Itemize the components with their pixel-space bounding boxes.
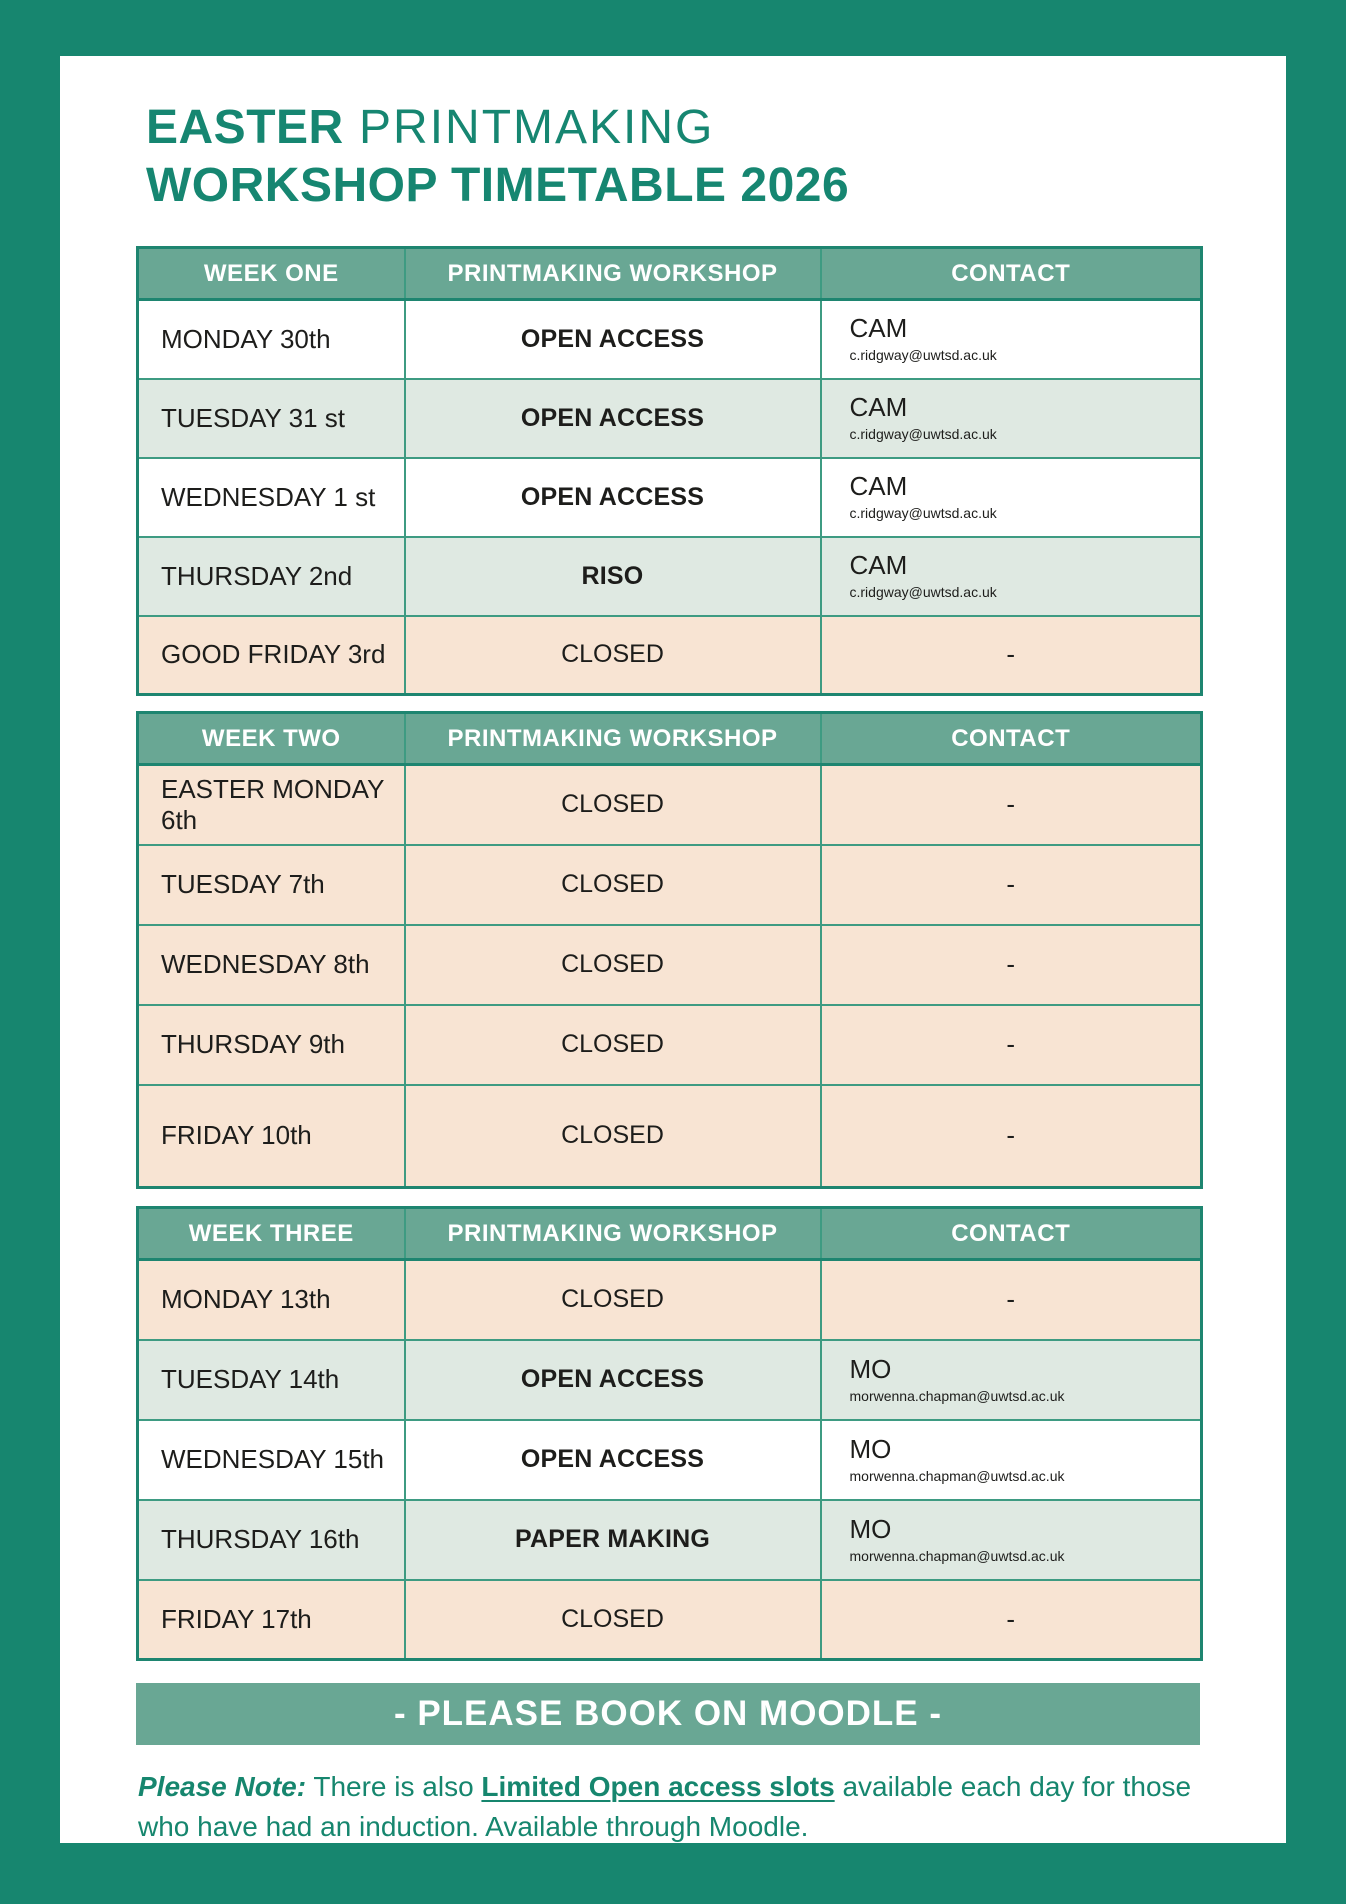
contact-column-header: CONTACT <box>821 248 1202 300</box>
contact-column-header: CONTACT <box>821 1208 1202 1260</box>
workshop-cell: OPEN ACCESS <box>405 300 821 379</box>
contact-cell: - <box>821 765 1202 845</box>
workshop-cell: PAPER MAKING <box>405 1500 821 1580</box>
week-three-header: WEEK THREE <box>138 1208 405 1260</box>
workshop-cell: OPEN ACCESS <box>405 1340 821 1420</box>
week-three-header-row <box>138 1208 1202 1260</box>
workshop-cell: CLOSED <box>405 1580 821 1660</box>
contact-name: MO <box>849 1433 892 1464</box>
contact-email: c.ridgway@uwtsd.ac.uk <box>849 347 997 364</box>
note-text-2: available each day for those who have had an induction. Available through Moodle. <box>138 1771 1192 1842</box>
day-cell: FRIDAY 10th <box>138 1085 405 1188</box>
contact-cell <box>821 1500 1202 1580</box>
contact-name: CAM <box>849 392 908 422</box>
table-row <box>138 845 1202 925</box>
day-cell: MONDAY 30th <box>138 300 405 379</box>
contact-email: morwenna.chapman@uwtsd.ac.uk <box>849 1387 1065 1404</box>
workshop-cell: CLOSED <box>405 1260 821 1340</box>
workshop-cell: CLOSED <box>405 765 821 845</box>
workshop-column-header: PRINTMAKING WORKSHOP <box>405 1208 821 1260</box>
contact-cell <box>821 458 1202 537</box>
day-cell: WEDNESDAY 15th <box>138 1420 405 1500</box>
workshop-cell: CLOSED <box>405 845 821 925</box>
contact-name: CAM <box>849 550 908 580</box>
contact-email: c.ridgway@uwtsd.ac.uk <box>849 426 997 442</box>
contact-email: c.ridgway@uwtsd.ac.uk <box>849 584 997 600</box>
day-cell: TUESDAY 31 st <box>138 379 405 458</box>
week-one-header-row <box>138 248 1202 300</box>
contact-cell: - <box>821 1085 1202 1188</box>
table-row <box>138 1340 1202 1420</box>
contact-cell: - <box>821 845 1202 925</box>
contact-cell <box>821 379 1202 458</box>
week-three-table <box>136 1206 1203 1661</box>
contact-cell: - <box>821 1580 1202 1660</box>
day-cell: THURSDAY 16th <box>138 1500 405 1580</box>
workshop-cell: CLOSED <box>405 1005 821 1085</box>
contact-email: c.ridgway@uwtsd.ac.uk <box>849 505 997 521</box>
book-on-moodle-banner: - PLEASE BOOK ON MOODLE - <box>136 1683 1200 1745</box>
table-row <box>138 300 1202 379</box>
day-cell: THURSDAY 9th <box>138 1005 405 1085</box>
workshop-cell: OPEN ACCESS <box>405 1420 821 1500</box>
contact-name: MO <box>849 1353 892 1384</box>
contact-cell: - <box>821 1005 1202 1085</box>
day-cell: MONDAY 13th <box>138 1260 405 1340</box>
day-cell: THURSDAY 2nd <box>138 537 405 616</box>
table-row <box>138 1085 1202 1188</box>
day-cell: TUESDAY 7th <box>138 845 405 925</box>
week-two-table <box>136 711 1203 1189</box>
title-line-1 <box>146 102 1260 154</box>
week-two-header: WEEK TWO <box>138 713 405 765</box>
note-prefix: Please Note: <box>138 1771 307 1802</box>
note-text-1: There is also <box>306 1771 482 1802</box>
table-row <box>138 616 1202 695</box>
table-row <box>138 925 1202 1005</box>
week-one-header: WEEK ONE <box>138 248 405 300</box>
workshop-cell: OPEN ACCESS <box>405 379 821 458</box>
workshop-cell: CLOSED <box>405 925 821 1005</box>
title-printmaking: PRINTMAKING <box>343 101 715 154</box>
contact-cell: - <box>821 616 1202 695</box>
table-row <box>138 1500 1202 1580</box>
table-row <box>138 1580 1202 1660</box>
table-row <box>138 1420 1202 1500</box>
day-cell: EASTER MONDAY 6th <box>138 765 405 845</box>
poster-content <box>60 102 1286 1847</box>
day-cell: FRIDAY 17th <box>138 1580 405 1660</box>
day-cell: WEDNESDAY 8th <box>138 925 405 1005</box>
contact-name: CAM <box>849 313 908 344</box>
workshop-cell: CLOSED <box>405 616 821 695</box>
workshop-cell: OPEN ACCESS <box>405 458 821 537</box>
contact-column-header: CONTACT <box>821 713 1202 765</box>
table-row <box>138 458 1202 537</box>
day-cell: TUESDAY 14th <box>138 1340 405 1420</box>
note-underlined: Limited Open access slots <box>481 1771 835 1802</box>
table-row <box>138 765 1202 845</box>
table-row <box>138 1005 1202 1085</box>
contact-cell: - <box>821 925 1202 1005</box>
please-note-text <box>138 1767 1223 1847</box>
day-cell: GOOD FRIDAY 3rd <box>138 616 405 695</box>
contact-email: morwenna.chapman@uwtsd.ac.uk <box>849 1467 1065 1484</box>
contact-cell <box>821 1420 1202 1500</box>
page-title <box>146 102 1260 212</box>
workshop-column-header: PRINTMAKING WORKSHOP <box>405 248 821 300</box>
title-line-2: WORKSHOP TIMETABLE 2026 <box>146 159 850 212</box>
week-one-table <box>136 246 1203 696</box>
workshop-cell: RISO <box>405 537 821 616</box>
contact-email: morwenna.chapman@uwtsd.ac.uk <box>849 1547 1065 1564</box>
workshop-column-header: PRINTMAKING WORKSHOP <box>405 713 821 765</box>
contact-name: CAM <box>849 471 908 501</box>
workshop-cell: CLOSED <box>405 1085 821 1188</box>
title-easter: EASTER <box>146 101 344 154</box>
table-row <box>138 379 1202 458</box>
contact-name: MO <box>849 1513 892 1544</box>
day-cell: WEDNESDAY 1 st <box>138 458 405 537</box>
table-row <box>138 1260 1202 1340</box>
week-two-header-row <box>138 713 1202 765</box>
contact-cell <box>821 300 1202 379</box>
contact-cell: - <box>821 1260 1202 1340</box>
contact-cell <box>821 1340 1202 1420</box>
table-row <box>138 537 1202 616</box>
contact-cell <box>821 537 1202 616</box>
